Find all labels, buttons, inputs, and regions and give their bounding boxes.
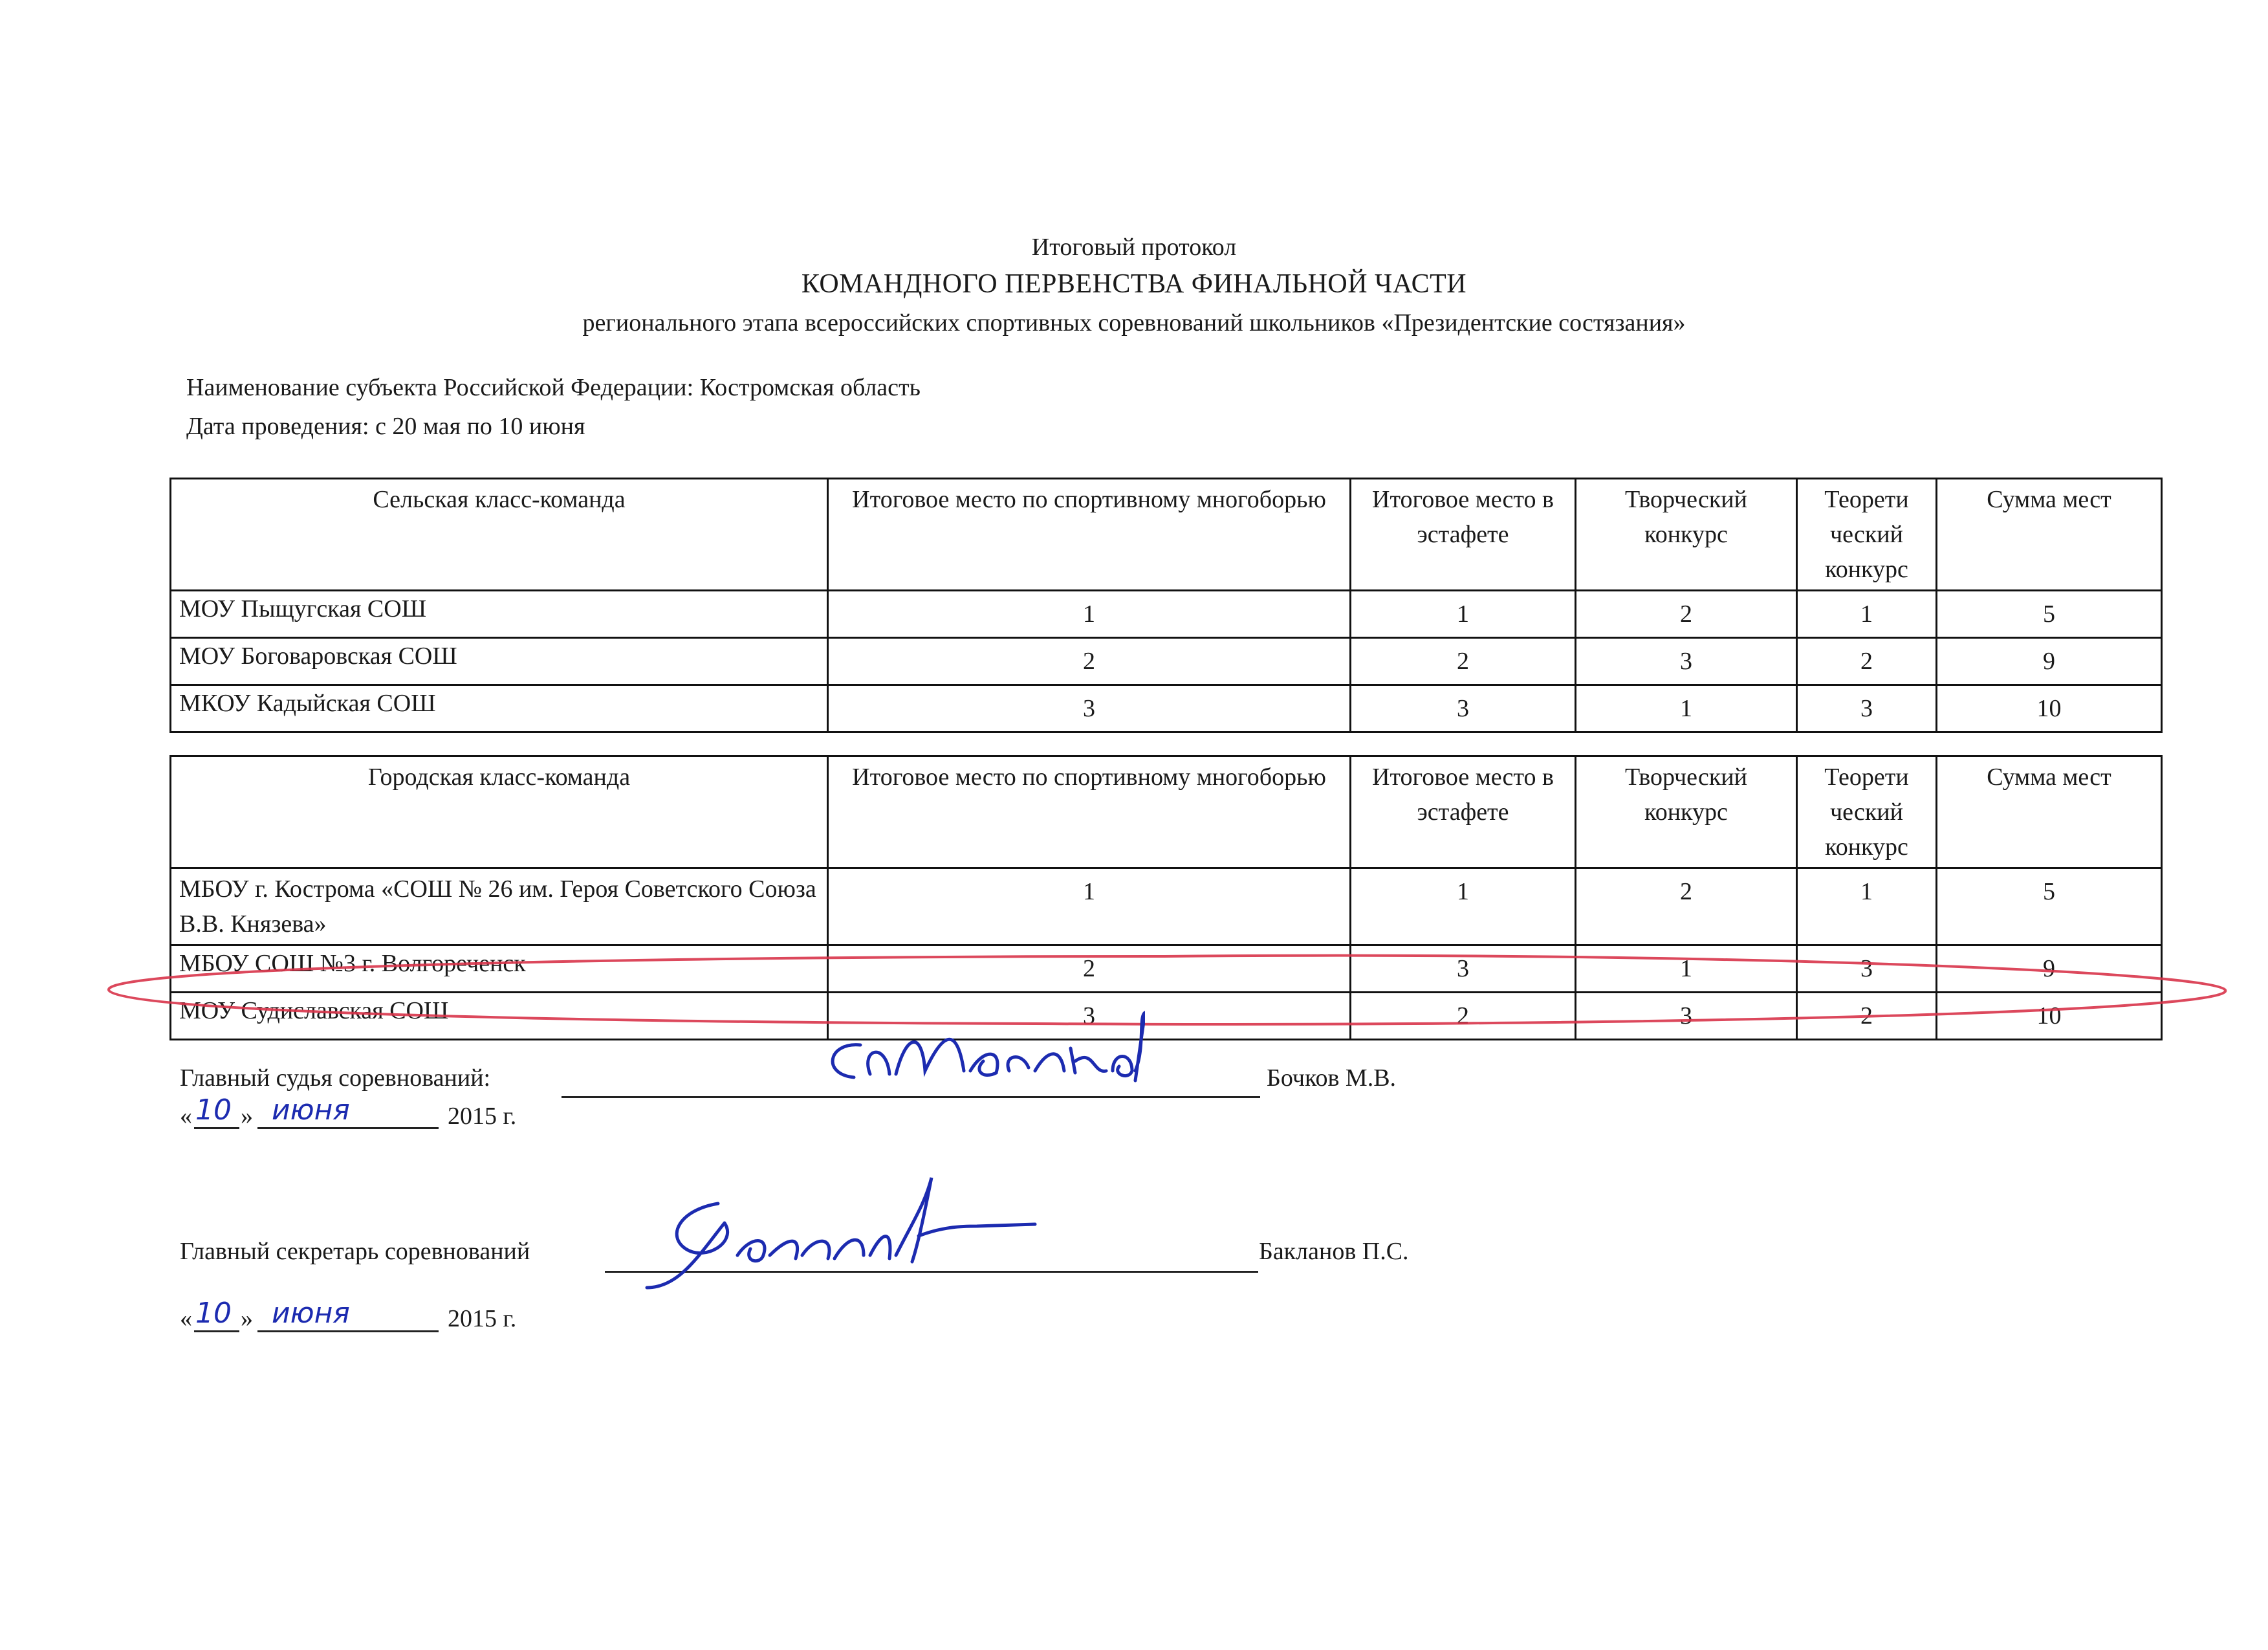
column-header: Творческий конкурс [1576, 756, 1797, 868]
place-value: 3 [1576, 993, 1797, 1040]
column-header: Итоговое место по спортивному многоборью [828, 479, 1351, 591]
column-header: Сумма мест [1937, 756, 2162, 868]
place-value: 2 [1576, 591, 1797, 638]
judge-date-close-quote: » [241, 1103, 253, 1130]
sum-value: 9 [1937, 638, 2162, 685]
protocol-subtitle: КОМАНДНОГО ПЕРВЕНСТВА ФИНАЛЬНОЙ ЧАСТИ [801, 269, 1467, 299]
table-header-row [171, 479, 2162, 591]
place-value: 3 [1351, 685, 1576, 732]
team-name: МОУ Судиславская СОШ [171, 993, 828, 1040]
place-value: 2 [1797, 993, 1937, 1040]
place-value: 1 [1351, 868, 1576, 945]
judge-month: июня [272, 1094, 350, 1127]
secretary-date-open-quote: « [180, 1305, 192, 1332]
column-header: Итоговое место по спортивному многоборью [828, 756, 1351, 868]
place-value: 2 [828, 638, 1351, 685]
protocol-description: регионального этапа всероссийских спортивных соревнований школьников «Президентские состязания» [582, 309, 1686, 336]
place-value: 1 [828, 868, 1351, 945]
place-value: 1 [1576, 945, 1797, 993]
table-row [171, 945, 2162, 993]
team-name: МОУ Пыщугская СОШ [171, 591, 828, 638]
urban-results-table [169, 755, 2163, 1040]
table-row [171, 868, 2162, 945]
column-header: Творческий конкурс [1576, 479, 1797, 591]
place-value: 1 [1797, 868, 1937, 945]
sum-value: 10 [1937, 685, 2162, 732]
team-name: МБОУ г. Кострома «СОШ № 26 им. Героя Советского Союза В.В. Князева» [171, 868, 828, 945]
place-value: 3 [828, 685, 1351, 732]
column-header: Итоговое место в эстафете [1351, 756, 1576, 868]
sum-value: 9 [1937, 945, 2162, 993]
secretary-month: июня [272, 1297, 350, 1330]
place-value: 3 [1797, 945, 1937, 993]
place-value: 2 [828, 945, 1351, 993]
judge-date-open-quote: « [180, 1103, 192, 1130]
column-header: Сумма мест [1937, 479, 2162, 591]
team-name: МБОУ СОШ №3 г. Волгореченск [171, 945, 828, 993]
judge-label: Главный судья соревнований: [180, 1064, 491, 1092]
column-header: Теорети ческий конкурс [1797, 756, 1937, 868]
sum-value: 5 [1937, 591, 2162, 638]
team-name: МКОУ Кадыйская СОШ [171, 685, 828, 732]
column-header: Итоговое место в эстафете [1351, 479, 1576, 591]
column-header: Сельская класс-команда [171, 479, 828, 591]
place-value: 2 [1576, 868, 1797, 945]
table-row [171, 591, 2162, 638]
judge-year: 2015 г. [448, 1103, 517, 1130]
secretary-name: Бакланов П.С. [1259, 1238, 1409, 1265]
table-header-row [171, 756, 2162, 868]
place-value: 1 [1576, 685, 1797, 732]
place-value: 1 [828, 591, 1351, 638]
column-header: Теорети ческий конкурс [1797, 479, 1937, 591]
judge-day: 10 [195, 1094, 232, 1127]
place-value: 2 [1351, 993, 1576, 1040]
secretary-year: 2015 г. [448, 1305, 517, 1332]
place-value: 3 [828, 993, 1351, 1040]
sum-value: 10 [1937, 993, 2162, 1040]
judge-signature [809, 1009, 1145, 1094]
secretary-day: 10 [195, 1297, 232, 1330]
region-line: Наименование субъекта Российской Федерации: Костромская область [186, 374, 921, 401]
place-value: 3 [1351, 945, 1576, 993]
secretary-date-close-quote: » [241, 1305, 253, 1332]
table-row [171, 993, 2162, 1040]
sum-value: 5 [1937, 868, 2162, 945]
secretary-label: Главный секретарь соревнований [180, 1238, 530, 1265]
team-name: МОУ Боговаровская СОШ [171, 638, 828, 685]
table-row [171, 638, 2162, 685]
place-value: 1 [1797, 591, 1937, 638]
secretary-signature [640, 1165, 1041, 1307]
protocol-title: Итоговый протокол [1031, 234, 1237, 261]
judge-name: Бочков М.В. [1267, 1064, 1397, 1092]
table-row [171, 685, 2162, 732]
dates-line: Дата проведения: с 20 мая по 10 июня [186, 413, 585, 440]
place-value: 1 [1351, 591, 1576, 638]
place-value: 2 [1351, 638, 1576, 685]
place-value: 3 [1576, 638, 1797, 685]
column-header: Городская класс-команда [171, 756, 828, 868]
place-value: 2 [1797, 638, 1937, 685]
place-value: 3 [1797, 685, 1937, 732]
rural-results-table [169, 478, 2163, 733]
